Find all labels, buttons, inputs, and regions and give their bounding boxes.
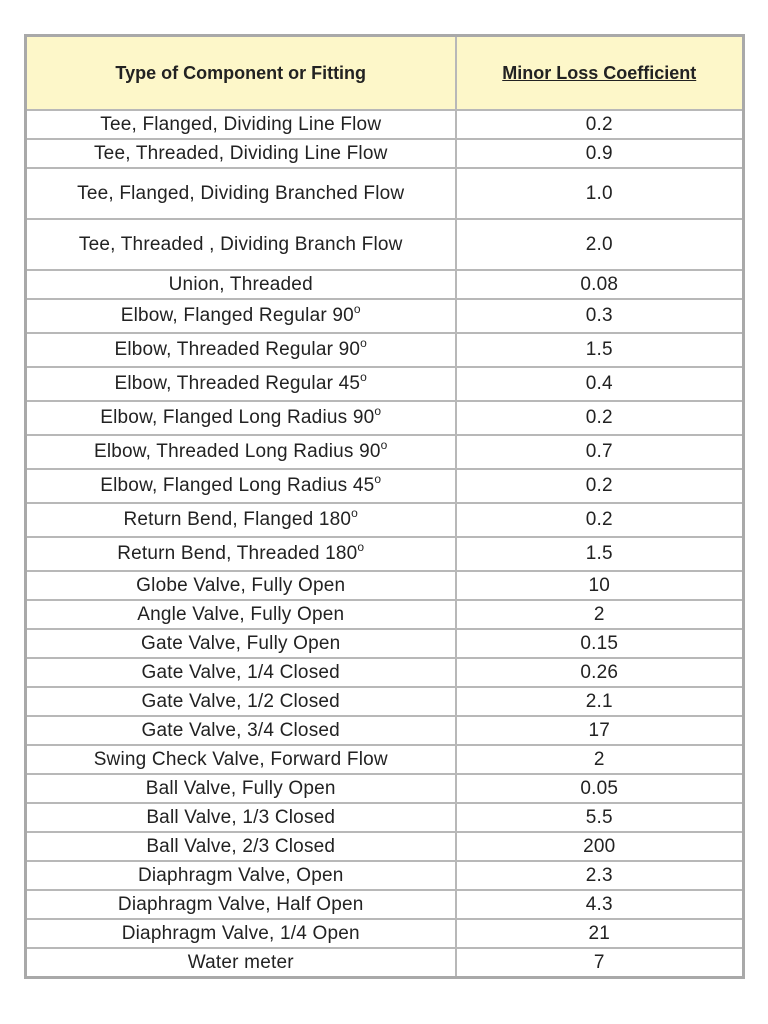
table-row [26, 469, 744, 503]
table-row [26, 367, 744, 401]
coefficient-cell: 0.2 [456, 110, 744, 139]
component-cell [26, 537, 456, 571]
component-label: Water meter [187, 951, 294, 973]
component-cell [26, 745, 456, 774]
component-label: Elbow, Flanged Long Radius 90 [100, 407, 375, 428]
component-label: Ball Valve, 2/3 Closed [146, 835, 336, 857]
coefficient-cell: 0.08 [456, 270, 744, 299]
coefficient-cell: 5.5 [456, 803, 744, 832]
coefficient-cell: 0.26 [456, 658, 744, 687]
table-row [26, 139, 744, 168]
component-label: Ball Valve, 1/3 Closed [146, 806, 336, 828]
component-label: Diaphragm Valve, 1/4 Open [121, 922, 360, 944]
component-cell [26, 890, 456, 919]
header-component: Type of Component or Fitting [26, 36, 456, 111]
coefficient-cell: 0.2 [456, 503, 744, 537]
component-cell [26, 110, 456, 139]
component-label: Ball Valve, Fully Open [145, 777, 336, 799]
component-label: Swing Check Valve, Forward Flow [93, 748, 388, 770]
coefficient-cell: 2 [456, 745, 744, 774]
table-row [26, 333, 744, 367]
degree-sup: o [380, 438, 388, 452]
degree-sup: o [360, 370, 368, 384]
component-cell [26, 435, 456, 469]
component-label: Elbow, Flanged Regular 90 [120, 305, 354, 326]
minor-loss-table [24, 34, 745, 979]
degree-sup: o [360, 336, 368, 350]
component-label: Globe Valve, Fully Open [136, 574, 346, 596]
degree-sup: o [351, 506, 359, 520]
component-label: Tee, Threaded , Dividing Branch Flow [78, 233, 403, 255]
component-label: Tee, Flanged, Dividing Line Flow [100, 113, 382, 135]
coefficient-cell: 7 [456, 948, 744, 978]
table-row [26, 571, 744, 600]
degree-sup: o [353, 302, 361, 316]
component-cell [26, 832, 456, 861]
header-coefficient [456, 36, 744, 111]
component-label: Gate Valve, Fully Open [141, 632, 341, 654]
header-coefficient-label: Minor Loss Coefficient [502, 62, 697, 83]
component-cell [26, 571, 456, 600]
coefficient-cell: 0.15 [456, 629, 744, 658]
table-row [26, 774, 744, 803]
component-cell [26, 270, 456, 299]
table-row [26, 401, 744, 435]
table-row [26, 503, 744, 537]
component-cell [26, 469, 456, 503]
coefficient-cell: 200 [456, 832, 744, 861]
component-cell [26, 219, 456, 270]
table-row [26, 168, 744, 219]
coefficient-cell: 2 [456, 600, 744, 629]
component-label: Elbow, Flanged Long Radius 45 [100, 475, 375, 496]
coefficient-cell: 0.7 [456, 435, 744, 469]
coefficient-cell: 0.2 [456, 469, 744, 503]
coefficient-cell: 0.2 [456, 401, 744, 435]
component-label: Elbow, Threaded Long Radius 90 [93, 441, 381, 462]
table-row [26, 832, 744, 861]
degree-sup: o [374, 472, 382, 486]
component-cell [26, 401, 456, 435]
component-cell [26, 629, 456, 658]
table-row [26, 219, 744, 270]
table-row [26, 537, 744, 571]
table-row [26, 270, 744, 299]
component-label: Gate Valve, 3/4 Closed [141, 719, 340, 741]
table-row [26, 745, 744, 774]
table-row [26, 803, 744, 832]
table-row [26, 629, 744, 658]
degree-sup: o [374, 404, 382, 418]
coefficient-cell: 2.1 [456, 687, 744, 716]
component-label: Angle Valve, Fully Open [137, 603, 345, 625]
coefficient-cell: 0.05 [456, 774, 744, 803]
coefficient-cell: 0.9 [456, 139, 744, 168]
component-cell [26, 948, 456, 978]
table-row [26, 435, 744, 469]
table-row [26, 299, 744, 333]
component-label: Return Bend, Flanged 180 [123, 509, 352, 530]
coefficient-cell: 1.5 [456, 333, 744, 367]
coefficient-cell: 2.0 [456, 219, 744, 270]
coefficient-cell: 1.5 [456, 537, 744, 571]
table-row [26, 658, 744, 687]
coefficient-cell: 21 [456, 919, 744, 948]
component-cell [26, 716, 456, 745]
component-cell [26, 803, 456, 832]
degree-sup: o [357, 540, 365, 554]
table-row [26, 687, 744, 716]
coefficient-cell: 4.3 [456, 890, 744, 919]
table-row [26, 600, 744, 629]
component-cell [26, 861, 456, 890]
table-row [26, 890, 744, 919]
component-cell [26, 139, 456, 168]
coefficient-cell: 17 [456, 716, 744, 745]
coefficient-cell: 0.4 [456, 367, 744, 401]
component-cell [26, 367, 456, 401]
component-label: Gate Valve, 1/2 Closed [141, 690, 340, 712]
component-cell [26, 600, 456, 629]
component-cell [26, 919, 456, 948]
component-label: Tee, Threaded, Dividing Line Flow [93, 142, 388, 164]
component-cell [26, 168, 456, 219]
component-cell [26, 687, 456, 716]
coefficient-cell: 2.3 [456, 861, 744, 890]
component-cell [26, 774, 456, 803]
component-label: Diaphragm Valve, Open [137, 864, 344, 886]
component-cell [26, 503, 456, 537]
component-label: Gate Valve, 1/4 Closed [141, 661, 340, 683]
table-row [26, 948, 744, 978]
table-row [26, 110, 744, 139]
coefficient-cell: 10 [456, 571, 744, 600]
component-label: Elbow, Threaded Regular 90 [114, 339, 361, 360]
component-label: Union, Threaded [168, 273, 313, 295]
component-label: Tee, Flanged, Dividing Branched Flow [77, 182, 405, 204]
component-cell [26, 658, 456, 687]
component-cell [26, 299, 456, 333]
component-cell [26, 333, 456, 367]
table-row [26, 861, 744, 890]
coefficient-cell: 0.3 [456, 299, 744, 333]
table-row [26, 716, 744, 745]
coefficient-cell: 1.0 [456, 168, 744, 219]
table-row [26, 919, 744, 948]
component-label: Diaphragm Valve, Half Open [117, 893, 364, 915]
component-label: Elbow, Threaded Regular 45 [114, 373, 361, 394]
component-label: Return Bend, Threaded 180 [117, 543, 358, 564]
table-header-row [26, 36, 744, 111]
